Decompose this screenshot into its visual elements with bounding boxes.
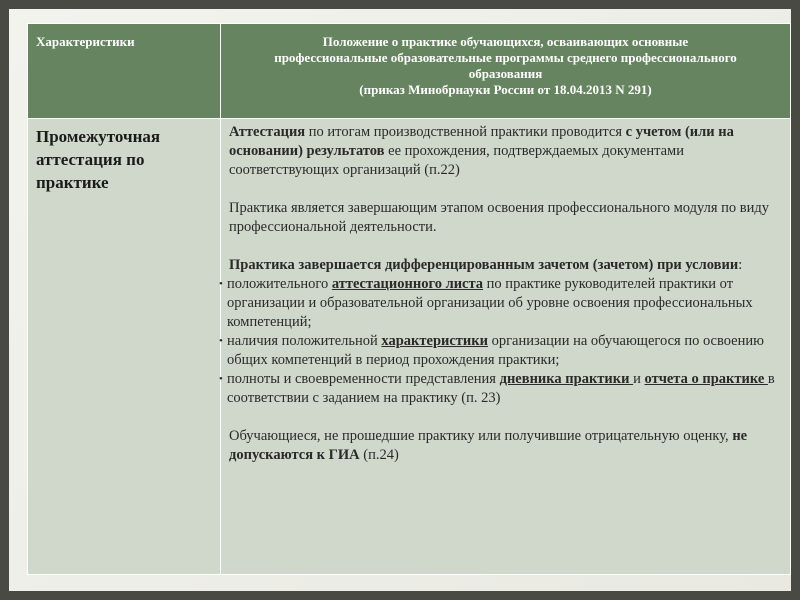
header-regulation (221, 24, 791, 119)
text-fragment: (п.24) (359, 447, 399, 463)
text-fragment: и (633, 371, 645, 387)
slide (9, 9, 791, 591)
text-fragment: ее прохождения, подтверждаемых документами соответствующих организаций (п.22) (229, 143, 684, 178)
text-fragment: по итогам производственной практики проводится (305, 124, 626, 140)
text-fragment: полноты и своевременности представления (227, 371, 500, 387)
row-title: Промежуточная аттестация по практике (28, 119, 221, 575)
term-report: отчета о практике (644, 371, 768, 387)
list-item (219, 370, 782, 408)
header-line-1: Положение о практике обучающихся, осваивающих основные (322, 34, 689, 49)
conditions-list (219, 275, 782, 408)
header-characteristics: Характеристики (28, 24, 221, 119)
paragraph-conditions (229, 256, 782, 275)
text-fragment: наличия положительной (227, 333, 382, 349)
term-attestation: Аттестация (229, 124, 306, 140)
term-credit: Практика завершается дифференцированным зачетом (зачетом) при условии (229, 257, 739, 273)
text-fragment: по практике руководителей практики от организации и образовательной организации об уровне освоения профессиональных компетенций; (227, 276, 753, 330)
table-row (28, 119, 791, 575)
term-gia: не допускаются к ГИА (229, 428, 748, 463)
paragraph-final-stage: Практика является завершающим этапом освоения профессионального модуля по виду профессиональной деятельности. (229, 200, 770, 235)
header-line-2: профессиональные образовательные программы среднего профессионального (274, 50, 737, 65)
list-item (219, 332, 782, 370)
header-line-4: (приказ Минобрнауки России от 18.04.2013 N 291) (359, 82, 652, 97)
list-item (219, 275, 782, 332)
term-attestation-sheet: аттестационного листа (331, 276, 484, 292)
row-content (221, 119, 791, 575)
paragraph-gia (229, 427, 782, 465)
term-characteristic: характеристики (381, 333, 488, 349)
text-fragment: положительного (227, 276, 332, 292)
term-results: с учетом (или на основании) результатов (229, 124, 734, 159)
table-header-row (28, 24, 791, 119)
text-fragment: организации на обучающегося по освоению общих компетенций в период прохождения практики; (227, 333, 764, 368)
regulation-table (27, 23, 791, 575)
term-diary: дневника практики (499, 371, 634, 387)
paragraph-attestation (229, 123, 782, 180)
text-fragment: : (738, 257, 743, 273)
header-line-3: образования (468, 66, 543, 81)
text-fragment: в соответствии с заданием на практику (п. 23) (227, 371, 775, 406)
text-fragment: Обучающиеся, не прошедшие практику или получившие отрицательную оценку, (229, 428, 733, 444)
